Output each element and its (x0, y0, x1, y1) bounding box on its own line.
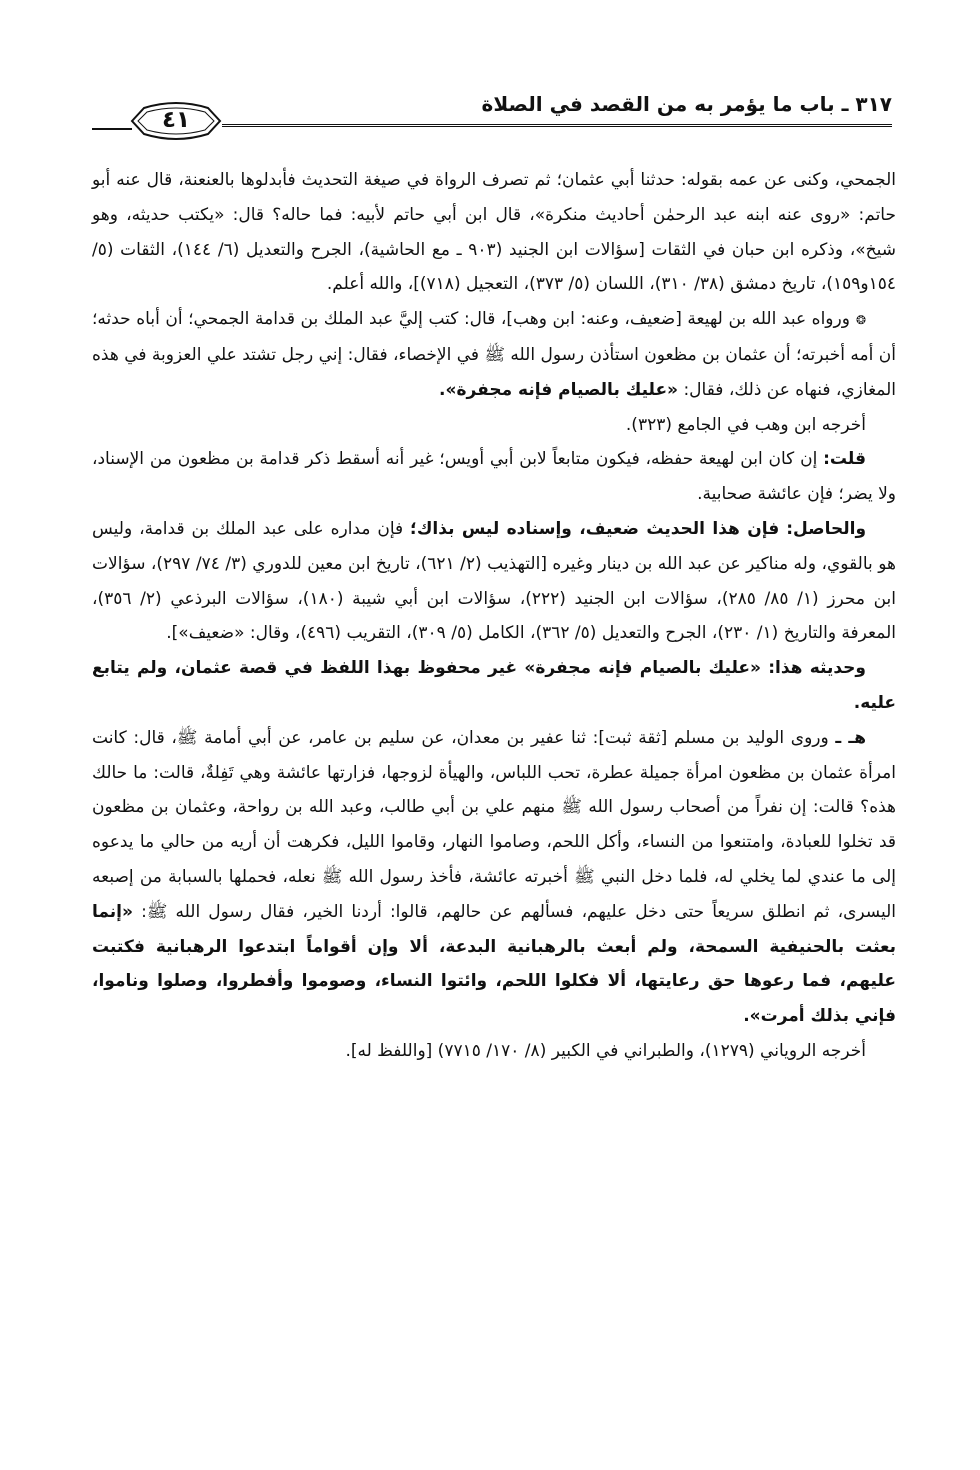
summary-verdict: فإن هذا الحديث ضعيف، وإسناده ليس بذاك؛ (410, 518, 780, 539)
paragraph-2 (92, 302, 896, 407)
paragraph-6 (92, 651, 896, 721)
section-he-label: هـ ـ (835, 727, 866, 748)
paragraph-3 (92, 408, 896, 443)
paragraph-2-text: ورواه عبد الله بن لهيعة [ضعيف، وعنه: ابن وهب]، قال: كتب إليَّ عبد الملك بن قدامة الجمحي؛ أن أباه حدثه؛ أن أمه أخبرته؛ أن عثمان بن مظعون استأذن رسول الله ﷺ في الإخصاء، فقال: إني رجل تشتد علي العزوبة في هذه المغازي، فنهاه عن ذلك، فقال: (92, 309, 896, 400)
flower-bullet-icon: ❂ (855, 313, 866, 328)
paragraph-3-text: أخرجه ابن وهب في الجامع (٣٢٣). (625, 414, 866, 435)
paragraph-4 (92, 442, 896, 512)
paragraph-7-text: وروى الوليد بن مسلم [ثقة ثبت]: ثنا عفير بن معدان، عن سليم بن عامر، عن أبي أمامة ﷺ، قال: كانت امرأة عثمان بن مظعون امرأة جميلة عطرة، تحب اللباس، والهيأة لزوجها، فزارتها عائشة وهي تَفِلةٌ، قالت: ما حالك هذه؟ قالت: إن نفراً من أصحاب رسول الله ﷺ منهم علي بن أبي طالب، وعبد الله بن رواحة، وعثمان بن مظعون قد تخلوا للعبادة، وامتنعوا من النساء، وأكل اللحم، وصاموا النهار، وقاموا الليل، فكرهت أن أريه من حالي ما يدعوه إلى ما عندي لما يخلي له، فلما دخل النبي ﷺ أخبرته عائشة، فأخذ رسول الله ﷺ نعله، فحملها بالسبابة من إصبعه اليسرى، ثم انطلق سريعاً حتى دخل عليهم، فسألهم عن حالهم، قالوا: أردنا الخير، فقال رسول الله ﷺ: (92, 727, 896, 922)
paragraph-5 (92, 512, 896, 651)
paragraph-4-text: إن كان ابن لهيعة حفظه، فيكون متابعاً لابن أبي أويس؛ غير أنه أسقط ذكر قدامة بن مظعون من الإسناد، ولا يضر؛ فإن عائشة صحابية. (92, 449, 896, 505)
paragraph-8 (92, 1034, 896, 1069)
paragraph-7 (92, 721, 896, 1034)
running-title: ٣١٧ ـ باب ما يؤمر به من القصد في الصلاة (481, 92, 892, 116)
qultu-label: قلت: (823, 449, 866, 470)
paragraph-5-text: فإن مداره على عبد الملك بن قدامة، وليس هو بالقوي، وله مناكير عن عبد الله بن دينار وغيره [التهذيب (٢/ ٦٢١)، تاريخ ابن معين للدوري (٣/ ٧٤/ ٢٩٧)، سؤالات ابن محرز (١/ ٨٥/ ٢٨٥)، سؤالات ابن الجنيد (٢٢٢)، سؤالات ابن أبي شيبة (١٨٠)، سؤالات البرذعي (٢/ ٣٥٦)، المعرفة والتاريخ (١/ ٢٣٠)، الجرح والتعديل (٥/ ٣٦٢)، الكامل (٥/ ٣٠٩)، التقريب (٤٩٦)، وقال: «ضعيف»]. (92, 518, 897, 644)
header-short-rule (92, 128, 132, 130)
page-number: ٤١ (161, 107, 191, 133)
hadith-quote-1: «عليك بالصيام فإنه مجفرة». (439, 379, 679, 400)
header-double-rule (222, 124, 892, 127)
paragraph-8-text: أخرجه الروياني (١٢٧٩)، والطبراني في الكبير (٨/ ١٧٠/ ٧٧١٥) [واللفظ له]. (345, 1040, 866, 1061)
paragraph-1 (92, 163, 896, 302)
hadith-quote-2: «إنما بعثت بالحنيفية السمحة، ولم أبعث بالرهبانية البدعة، ألا وإن أقواماً ابتدعوا الرهبانية فكتبت عليهم، فما رعوها حق رعايتها، ألا فكلوا اللحم، وائتوا النساء، وصوموا وأفطروا، وصلوا وناموا، فإني بذلك أمرت». (92, 901, 896, 1027)
paragraph-1-text: الجمحي، وكنى عن عمه بقوله: حدثنا أبي عثمان؛ ثم تصرف الرواة في صيغة التحديث فأبدلوها بالعنعنة، قال عنه أبو حاتم: «روى عنه ابنه عبد الرحمٰن أحاديث منكرة»، قال ابن أبي حاتم لأبيه: فما حاله؟ قال: «يكتب حديثه، وهو شيخ»، وذكره ابن حبان في الثقات [سؤالات ابن الجنيد (٩٠٣ ـ مع الحاشية)، الجرح والتعديل (٦/ ١٤٤)، الثقات (٥/ ١٥٤و١٥٩)، تاريخ دمشق (٣٨/ ٣١٠)، اللسان (٥/ ٣٧٣)، التعجيل (٧١٨)]، والله أعلم. (92, 170, 896, 295)
page-header (92, 88, 892, 140)
paragraph-6-text: وحديثه هذا: «عليك بالصيام فإنه مجفرة» غير محفوظ بهذا اللفظ في قصة عثمان، ولم يتابع عليه. (92, 658, 896, 713)
summary-label: والحاصل: (786, 518, 867, 539)
page-number-ornament (130, 100, 222, 142)
page-body (92, 163, 896, 1069)
